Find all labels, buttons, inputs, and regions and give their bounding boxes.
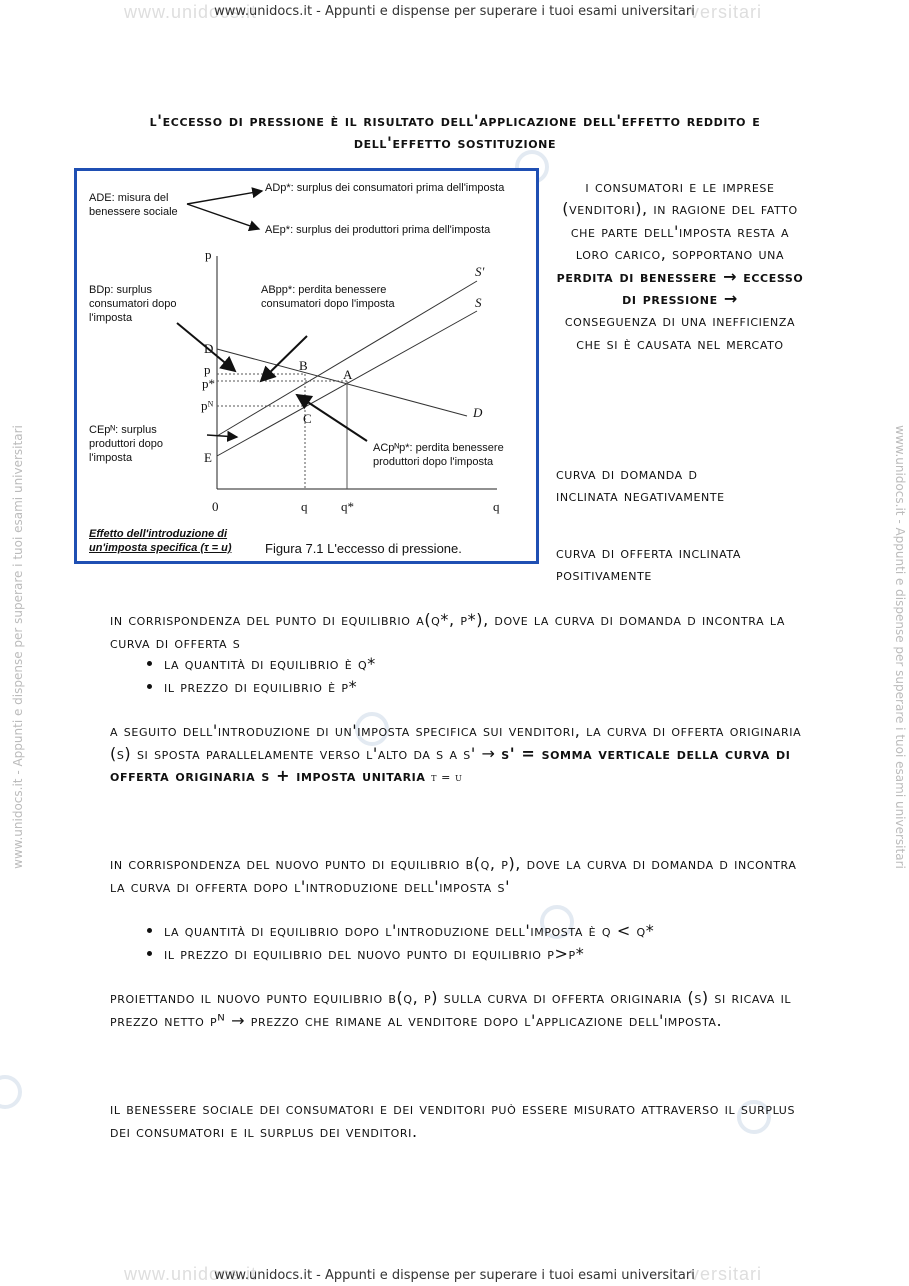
arrow-aep xyxy=(187,204,259,229)
arrow-adp xyxy=(187,191,262,204)
tick-label-pn: pᴺ xyxy=(201,398,214,413)
label-adp: ADp*: surplus dei consumatori prima dell'imposta xyxy=(265,182,505,194)
paragraph-tax-shift xyxy=(110,720,810,790)
point-label-c: C xyxy=(303,411,312,426)
page-title: l'eccesso di pressione è il risultato dell'applicazione dell'effetto reddito e dell'effetto sostituzione xyxy=(149,111,761,152)
right-text-end: conseguenza di una inefficienza che si è causata nel mercato xyxy=(564,311,796,353)
point-label-b: B xyxy=(299,358,308,373)
label-acpnp: ACpᴺp*: perdita benessere produttori dopo l'imposta xyxy=(373,442,504,468)
point-label-d: D xyxy=(204,341,214,356)
right-text-bold: perdita di benessere → eccesso di pressione → xyxy=(556,266,804,309)
curve-label-s-prime: S' xyxy=(475,264,485,279)
watermark-ghost-bottom: www.unidocs.it xyxy=(124,1264,258,1284)
demand-note: curva di domanda d inclinata negativamente xyxy=(556,464,725,505)
tick-label-p: p xyxy=(204,362,211,377)
figure-7-1 xyxy=(74,168,539,564)
unidocs-logo-icon xyxy=(0,1075,22,1109)
label-aep: AEp*: surplus dei produttori prima dell'imposta xyxy=(265,224,491,236)
watermark-top: www.unidocs.it - Appunti e dispense per superare i tuoi esami universitari xyxy=(214,4,695,19)
label-abpp: ABpp*: perdita benessere consumatori dopo l'imposta xyxy=(261,284,395,310)
right-column-text xyxy=(555,176,805,355)
list-equilibrium-b xyxy=(110,920,864,965)
tick-label-qstar: q* xyxy=(341,499,354,514)
label-bdp: BDp: surplus consumatori dopo l'imposta xyxy=(89,284,177,324)
list-equilibrium-a xyxy=(110,653,864,698)
arrow-cepn xyxy=(207,435,237,437)
point-label-e: E xyxy=(204,450,212,465)
curve-label-s: S xyxy=(475,295,482,310)
tick-label-q: q xyxy=(301,499,308,514)
point-label-a: A xyxy=(343,367,353,382)
tax-shift-bold: s' = somma verticale della curva di offerta originaria s + imposta unitaria xyxy=(110,743,791,785)
tax-shift-tail: t = u xyxy=(431,771,463,784)
tax-shift-text: a seguito dell'introduzione di un'imposta specifica sui venditori, la curva di offerta originaria (s) si sposta parallelamente verso l'alto da s a s' → xyxy=(110,721,802,763)
right-text-intro: i consumatori e le imprese (venditori), in ragione del fatto che parte dell'imposta resta a loro carico, sopportano una xyxy=(562,177,798,264)
paragraph-equilibrium-a: in corrispondenza del punto di equilibrio a(q*, p*), dove la curva di domanda d incontra la curva di offerta s xyxy=(110,610,786,652)
label-cepn: CEpᴺ: surplus produttori dopo l'imposta xyxy=(89,424,163,464)
axis-label-q: q xyxy=(493,499,500,514)
figure-caption: Figura 7.1 L'eccesso di pressione. xyxy=(265,541,462,556)
tick-label-pstar: p* xyxy=(202,376,215,391)
watermark-ghost-bottom-right: versitari xyxy=(690,1264,763,1284)
watermark-ghost-top: www.unidocs.it xyxy=(124,2,258,22)
watermark-side-right: www.unidocs.it - Appunti e dispense per superare i tuoi esami universitari xyxy=(893,425,907,869)
list-item: • la quantità di equilibrio dopo l'introduzione dell'imposta è q < q* xyxy=(164,920,864,943)
watermark-bottom: www.unidocs.it - Appunti e dispense per superare i tuoi esami universitari xyxy=(214,1268,695,1283)
watermark-side-left: www.unidocs.it - Appunti e dispense per superare i tuoi esami universitari xyxy=(11,425,25,869)
paragraph-social-welfare: il benessere sociale dei consumatori e dei venditori può essere misurato attraverso il surplus dei consumatori e il surplus dei venditori. xyxy=(110,1099,796,1141)
list-item: • il prezzo di equilibrio è p* xyxy=(164,676,864,699)
label-ade: ADE: misura del benessere sociale xyxy=(89,192,178,218)
watermark-ghost-top-right: versitari xyxy=(690,2,763,22)
list-item: • il prezzo di equilibrio del nuovo punto di equilibrio p>p* xyxy=(164,943,864,966)
figure-effect-note: Effetto dell'introduzione di un'imposta specifica (τ = u) xyxy=(89,528,232,554)
curve-label-d: D xyxy=(473,405,483,420)
list-item: • la quantità di equilibrio è q* xyxy=(164,653,864,676)
paragraph-net-price: proiettando il nuovo punto equilibrio b(q, p) sulla curva di offerta originaria (s) si ricava il prezzo netto pᴺ → prezzo che rimane al venditore dopo l'applicazione dell'imposta. xyxy=(110,988,792,1030)
paragraph-equilibrium-b: in corrispondenza del nuovo punto di equilibrio b(q, p), dove la curva di domanda d incontra la curva di offerta dopo l'introduzione dell'imposta s' xyxy=(110,854,797,896)
supply-note: curva di offerta inclinata positivamente xyxy=(556,543,742,584)
axis-origin: 0 xyxy=(212,499,219,514)
axis-label-p: p xyxy=(205,247,212,262)
